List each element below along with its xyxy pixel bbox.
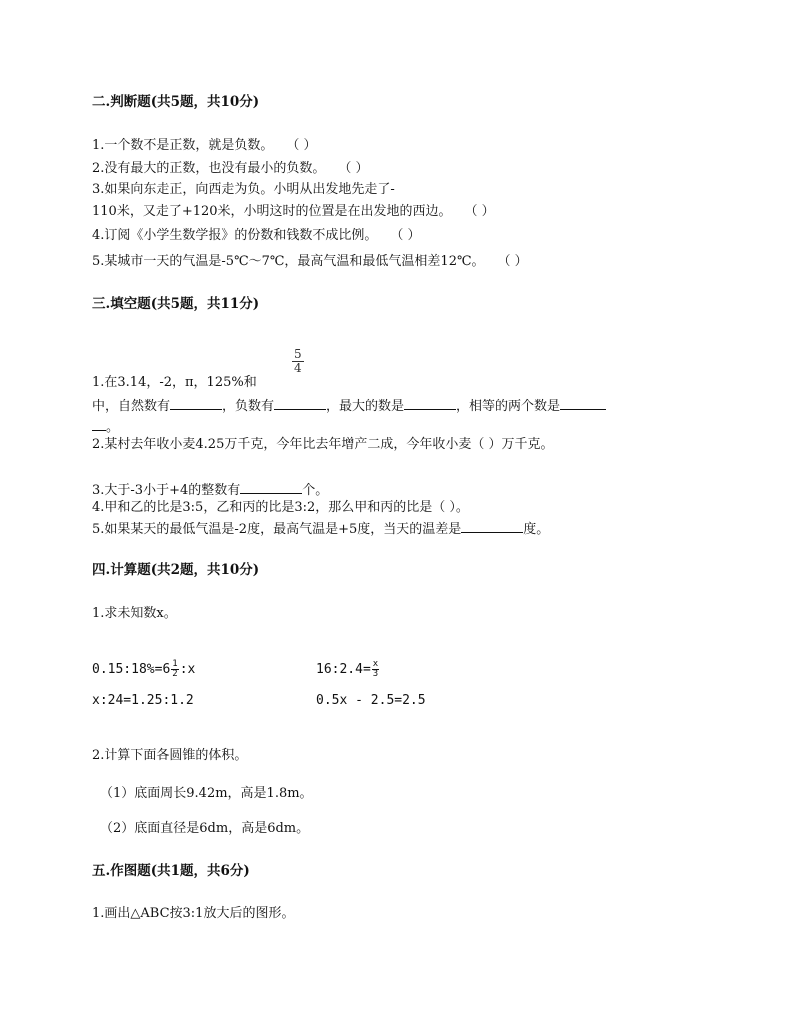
s2-question-5: 5.某城市一天的气温是-5℃～7℃，最高气温和最低气温相差12℃。 （ ） <box>92 254 528 269</box>
fraction-numerator: x <box>372 659 379 669</box>
s3-q3-text-2: 个。 <box>302 483 329 498</box>
s3-q1-text-5: 。 <box>106 420 120 435</box>
section-4-title: 四.计算题(共2题，共10分) <box>92 562 260 578</box>
s2-question-4: 4.订阅《小学生数学报》的份数和钱数不成比例。 （ ） <box>92 228 421 243</box>
fraction-denominator: 3 <box>372 669 379 679</box>
equation-2-left: 16:2.4= <box>316 662 371 677</box>
s3-fraction <box>292 348 304 375</box>
answer-blank[interactable] <box>170 397 222 410</box>
equation-1 <box>92 660 195 679</box>
s3-q5-text-2: 度。 <box>523 522 550 537</box>
answer-blank[interactable] <box>560 397 606 410</box>
s3-q1-text-2: ，负数有 <box>222 399 275 414</box>
s4-question-2-part-2: （2）底面直径是6dm，高是6dm。 <box>100 821 310 836</box>
equation-2 <box>316 660 380 679</box>
s3-fraction-denominator: 4 <box>294 361 302 375</box>
equation-1-right: :x <box>179 662 196 677</box>
s2-question-1: 1.一个数不是正数，就是负数。 （ ） <box>92 138 317 153</box>
s3-fraction-numerator: 5 <box>294 347 302 361</box>
s2-question-3-line1: 3.如果向东走正，向西走为负。小明从出发地先走了- <box>92 182 395 197</box>
answer-blank[interactable] <box>404 397 456 410</box>
fraction-denominator: 2 <box>172 669 178 679</box>
fraction-numerator: 1 <box>172 659 178 669</box>
section-5-title: 五.作图题(共1题，共6分) <box>92 863 250 879</box>
equation-4: 0.5x - 2.5=2.5 <box>316 693 426 708</box>
s3-question-1-line1: 1.在3.14，-2，π，125%和 <box>92 375 257 390</box>
s4-question-2: 2.计算下面各圆锥的体积。 <box>92 748 248 763</box>
answer-blank[interactable] <box>240 481 302 494</box>
s4-question-2-part-1: （1）底面周长9.42m，高是1.8m。 <box>100 786 313 801</box>
s4-question-1: 1.求未知数x。 <box>92 606 177 621</box>
s3-question-3 <box>92 481 328 499</box>
answer-blank[interactable] <box>274 397 326 410</box>
s3-question-4: 4.甲和乙的比是3:5，乙和丙的比是3:2，那么甲和丙的比是（ ）。 <box>92 500 469 515</box>
s3-q3-text-1: 3.大于-3小于+4的整数有 <box>92 483 241 498</box>
s3-q1-text-1: 中，自然数有 <box>92 399 171 414</box>
s3-q1-text-4: ，相等的两个数是 <box>456 399 561 414</box>
s3-question-5 <box>92 520 549 538</box>
s3-q5-text-1: 5.如果某天的最低气温是-2度，最高气温是+5度，当天的温差是 <box>92 522 462 537</box>
section-2-title: 二.判断题(共5题，共10分) <box>92 94 260 110</box>
s2-question-2: 2.没有最大的正数，也没有最小的负数。 （ ） <box>92 161 369 176</box>
equation-2-fraction <box>372 660 379 679</box>
s3-q1-text-3: ，最大的数是 <box>326 399 405 414</box>
equation-3: x:24=1.25:1.2 <box>92 693 194 708</box>
answer-blank[interactable] <box>92 418 106 431</box>
s3-question-1-line2 <box>92 397 606 415</box>
s2-question-3-line2: 110米，又走了+120米，小明这时的位置是在出发地的西边。 （ ） <box>92 204 495 219</box>
s3-question-1-line3 <box>92 418 119 436</box>
equation-1-left: 0.15:18%=6 <box>92 662 171 677</box>
s5-question-1: 1.画出△ABC按3:1放大后的图形。 <box>92 906 295 921</box>
s3-question-2: 2.某村去年收小麦4.25万千克，今年比去年增产二成，今年收小麦（ ）万千克。 <box>92 437 554 452</box>
answer-blank[interactable] <box>461 520 523 533</box>
equation-1-fraction <box>171 660 178 679</box>
section-3-title: 三.填空题(共5题，共11分) <box>92 296 260 312</box>
